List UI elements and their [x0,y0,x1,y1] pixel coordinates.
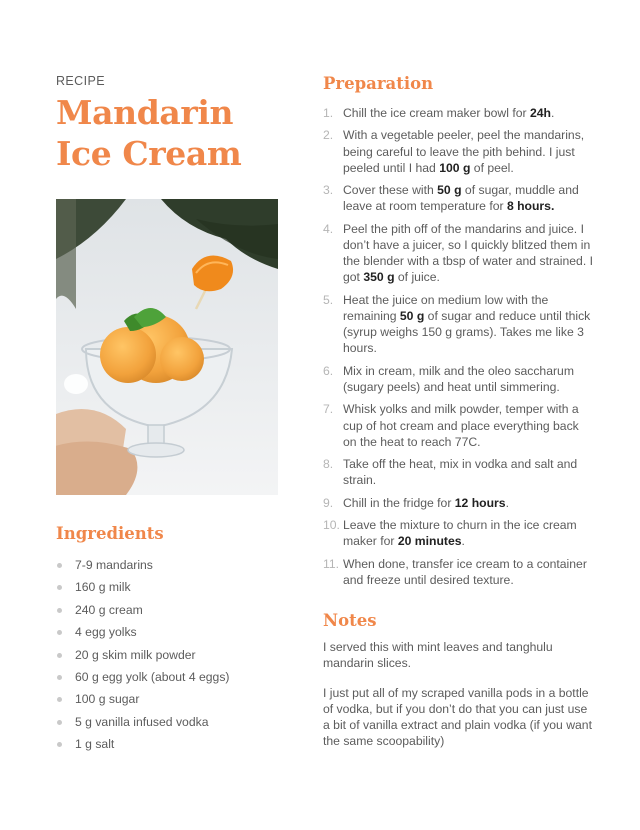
ice-cream-photo-illustration [56,199,278,495]
ingredient-text: 4 egg yolks [75,625,137,640]
step-number: 2. [323,128,334,143]
recipe-photo [56,199,278,495]
ingredients-list [56,557,296,759]
ingredients-heading: Ingredients [56,524,164,543]
step-highlight: 12 hours [454,495,506,510]
step-text: of sugar and reduce until thick (syrup weighs 150 g grams). Takes me like 3 hours. [343,308,591,356]
preparation-step [323,456,595,488]
preparation-step [323,363,595,395]
step-text: Leave the mixture to churn in the ice cream maker for [343,518,577,549]
step-number: 9. [323,495,334,510]
step-number: 7. [323,402,334,417]
bullet-dot-icon [57,563,62,568]
ingredient-item [56,557,296,579]
ingredient-item [56,602,296,624]
step-text: Mix in cream, milk and the oleo saccharum (sugary peels) and heat until simmering. [343,363,574,394]
preparation-step [323,495,595,511]
ingredient-item [56,647,296,669]
step-text: Cover these with [343,183,438,198]
preparation-heading: Preparation [323,74,434,93]
ingredient-text: 160 g milk [75,580,131,595]
step-text: When done, transfer ice cream to a container and freeze until desired texture. [343,556,587,587]
ingredient-text: 5 g vanilla infused vodka [75,714,209,729]
ingredient-item [56,714,296,736]
step-text: Chill in the fridge for [343,495,455,510]
step-text: Chill the ice cream maker bowl for [343,106,530,120]
ingredients-section [56,524,296,759]
step-highlight: 350 g [363,270,395,285]
step-text: Whisk yolks and milk powder, temper with a cup of hot cream and place everything back on the heat to reach 77C. [343,402,579,449]
notes-heading: Notes [323,611,377,631]
recipe-title: Mandarin Ice Cream [56,93,242,173]
preparation-step [323,401,595,450]
preparation-step [323,556,595,588]
step-text: . [461,534,465,549]
step-highlight: 50 g [437,183,462,198]
step-number: 3. [323,183,334,198]
notes-section [323,611,595,749]
step-text: . [505,495,509,510]
bullet-dot-icon [57,630,62,635]
ingredient-text: 100 g sugar [75,692,140,707]
ingredient-item [56,579,296,601]
preparation-step [323,517,595,549]
preparation-step [323,221,595,286]
bullet-dot-icon [57,720,62,725]
ingredient-text: 20 g skim milk powder [75,647,196,662]
ingredient-item [56,736,296,758]
step-number: 8. [323,457,334,472]
notes-paragraph: I served this with mint leaves and tanghulu mandarin slices. [323,640,553,671]
step-number: 11. [323,556,340,571]
step-text: of sugar, muddle and leave at room temperature for [343,183,579,214]
step-number: 1. [323,106,334,120]
bullet-dot-icon [57,653,62,658]
step-highlight: 100 g [439,160,471,175]
step-text: Peel the pith off of the mandarins and juice. I don’t have a juicer, so I quickly blitzed them in the blender with a tbsp of water and strained. I got [343,221,593,285]
preparation-step [323,105,595,121]
ingredient-item [56,669,296,691]
step-number: 10. [323,518,340,533]
preparation-step [323,127,595,176]
bullet-dot-icon [57,585,62,590]
step-text: Heat the juice on medium low with the remaining [343,292,549,323]
bullet-dot-icon [57,608,62,613]
preparation-step [323,292,595,357]
step-highlight: 8 hours. [506,199,555,214]
ingredient-text: 1 g salt [75,737,115,752]
step-highlight: 20 minutes [397,534,462,549]
ingredient-text: 7-9 mandarins [75,558,153,572]
preparation-step [323,182,595,214]
step-text: of juice. [394,270,440,285]
step-text: of peel. [470,160,514,175]
bullet-dot-icon [57,697,62,702]
step-text: Take off the heat, mix in vodka and salt and strain. [343,457,578,488]
title-block [56,74,286,174]
ingredient-item [56,624,296,646]
ingredient-item [56,691,296,713]
ingredient-text: 60 g egg yolk (about 4 eggs) [75,669,230,684]
bullet-dot-icon [57,675,62,680]
bullet-dot-icon [57,742,62,747]
step-text: With a vegetable peeler, peel the mandarins, being careful to leave the pith behind. I just peeled until I had [343,128,585,175]
step-number: 6. [323,363,334,378]
step-highlight: 50 g [399,308,425,323]
step-highlight: 24h [529,106,551,120]
preparation-steps [323,105,595,588]
ingredient-text: 240 g cream [75,602,143,617]
preparation-column [323,74,595,749]
recipe-eyebrow: RECIPE [56,74,105,88]
notes-paragraph: I just put all of my scraped vanilla pods in a bottle of vodka, but if you don’t do that you can just use a bit of vanilla extract and plain vodka (if you want the same scoopability) [323,685,592,749]
step-number: 4. [323,221,334,236]
step-number: 5. [323,292,334,307]
step-text: . [550,106,555,120]
